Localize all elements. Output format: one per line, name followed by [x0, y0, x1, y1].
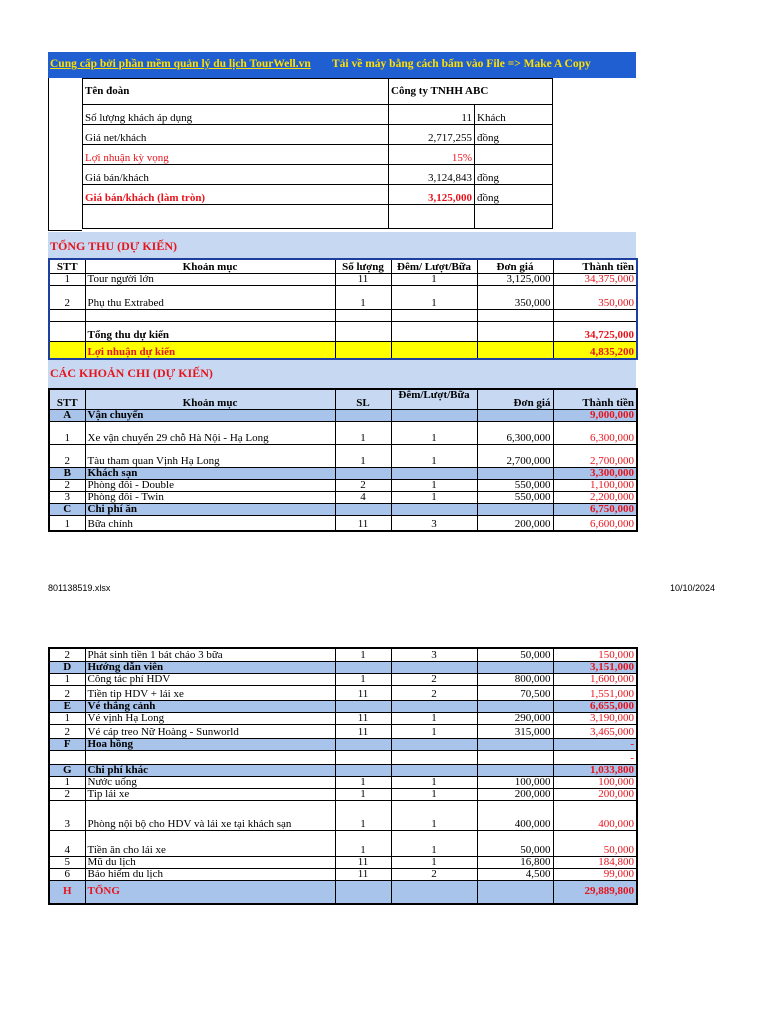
- table-row-stt: 2: [49, 285, 85, 309]
- table-row-price: 550,000: [477, 479, 553, 491]
- table-row-nights: 1: [391, 776, 477, 788]
- table-row-item: Tiền ăn cho lái xe: [85, 830, 335, 856]
- expected-profit-value: 4,835,200: [553, 341, 637, 359]
- table-row-qty: 1: [335, 830, 391, 856]
- table-row-qty: 1: [335, 776, 391, 788]
- group-label: Tên đoàn: [83, 79, 389, 105]
- revenue-table: [48, 258, 638, 360]
- profit-value: 15%: [389, 145, 475, 165]
- group-code: E: [49, 700, 85, 712]
- table-row-stt: 2: [49, 685, 85, 700]
- table-row-stt: 5: [49, 856, 85, 868]
- rev-head-stt: STT: [49, 259, 85, 273]
- round-value: 3,125,000: [389, 185, 475, 205]
- tourwell-link[interactable]: Cung cấp bởi phần mềm quản lý du lịch TourWell.vn: [50, 58, 311, 70]
- exp-head-item: Khoản mục: [85, 389, 335, 409]
- revenue-title: TỔNG THU (DỰ KIẾN): [48, 232, 636, 258]
- table-row-price: 50,000: [477, 830, 553, 856]
- revenue-total-value: 34,725,000: [553, 321, 637, 341]
- pax-value: 11: [389, 105, 475, 125]
- table-row-nights: 3: [391, 648, 477, 661]
- rev-head-nights: Đêm/ Lượt/Bữa: [391, 259, 477, 273]
- table-row-nights: 1: [391, 724, 477, 738]
- grand-total-label: TỔNG: [85, 880, 335, 904]
- exp-head-qty: SL: [335, 389, 391, 409]
- group-name: Khách sạn: [85, 467, 335, 479]
- table-row-stt: 3: [49, 491, 85, 503]
- table-row-item: Phụ thu Extrabed: [85, 285, 335, 309]
- table-row-qty: 1: [335, 673, 391, 685]
- exp-head-stt: STT: [49, 389, 85, 409]
- table-row-item: Phát sinh tiền 1 bát cháo 3 bữa: [85, 648, 335, 661]
- group-total: -: [553, 738, 637, 750]
- table-row-nights: 1: [391, 285, 477, 309]
- table-row-qty: 11: [335, 712, 391, 724]
- round-unit: đồng: [475, 185, 553, 205]
- table-row-item: Xe vận chuyển 29 chỗ Hà Nội - Hạ Long: [85, 421, 335, 444]
- table-row-stt: 2: [49, 479, 85, 491]
- table-row-total: 3,465,000: [553, 724, 637, 738]
- table-row-nights: 1: [391, 830, 477, 856]
- group-code: G: [49, 764, 85, 776]
- table-row-qty: 11: [335, 685, 391, 700]
- exp-head-total: Thành tiền: [553, 389, 637, 409]
- table-row-nights: 1: [391, 479, 477, 491]
- table-row-qty: 1: [335, 800, 391, 830]
- table-row-qty: 11: [335, 273, 391, 285]
- group-total: 3,151,000: [553, 661, 637, 673]
- rev-head-qty: Số lượng: [335, 259, 391, 273]
- sell-value: 3,124,843: [389, 165, 475, 185]
- table-row-price: 800,000: [477, 673, 553, 685]
- table-row-total: 184,800: [553, 856, 637, 868]
- grand-total-code: H: [49, 880, 85, 904]
- sell-label: Giá bán/khách: [83, 165, 389, 185]
- table-row-price: 16,800: [477, 856, 553, 868]
- table-row-total: 350,000: [553, 285, 637, 309]
- rev-head-total: Thành tiền: [553, 259, 637, 273]
- group-info-table: [82, 78, 553, 229]
- group-total: 6,655,000: [553, 700, 637, 712]
- table-row-item: Tàu tham quan Vịnh Hạ Long: [85, 444, 335, 467]
- group-code: D: [49, 661, 85, 673]
- table-row-stt: 1: [49, 421, 85, 444]
- table-row-price: 350,000: [477, 285, 553, 309]
- revenue-total-label: Tổng thu dự kiến: [85, 321, 335, 341]
- table-row-price: 3,125,000: [477, 273, 553, 285]
- grand-total-value: 29,889,800: [553, 880, 637, 904]
- table-row-nights: 1: [391, 273, 477, 285]
- table-row-total: 99,000: [553, 868, 637, 880]
- table-row-nights: 2: [391, 685, 477, 700]
- table-row-price: 4,500: [477, 868, 553, 880]
- group-total: 1,033,800: [553, 764, 637, 776]
- table-row-price: 100,000: [477, 776, 553, 788]
- rev-head-item: Khoản mục: [85, 259, 335, 273]
- table-row-total: 50,000: [553, 830, 637, 856]
- table-row-price: 200,000: [477, 788, 553, 800]
- group-name: Chi phí ăn: [85, 503, 335, 515]
- table-row-qty: 4: [335, 491, 391, 503]
- table-row-stt: 2: [49, 724, 85, 738]
- table-row-item: Tip lái xe: [85, 788, 335, 800]
- exp-head-nights: Đêm/Lượt/Bữa: [391, 389, 477, 409]
- table-row-price: 315,000: [477, 724, 553, 738]
- table-row-nights: 1: [391, 788, 477, 800]
- table-row-stt: 1: [49, 673, 85, 685]
- table-row-stt: 1: [49, 776, 85, 788]
- group-name: Chi phí khác: [85, 764, 335, 776]
- table-row-nights: 2: [391, 673, 477, 685]
- table-row-item: Bữa chính: [85, 515, 335, 531]
- table-row-stt: 3: [49, 800, 85, 830]
- banner: [48, 52, 636, 78]
- table-row-qty: 1: [335, 285, 391, 309]
- table-row-total: 100,000: [553, 776, 637, 788]
- pax-unit: Khách: [475, 105, 553, 125]
- table-row-qty: 11: [335, 515, 391, 531]
- expense-title: CÁC KHOẢN CHI (DỰ KIẾN): [48, 360, 636, 388]
- table-row-item: Vé vịnh Hạ Long: [85, 712, 335, 724]
- info-stt-border: [48, 78, 82, 231]
- table-row-nights: 1: [391, 491, 477, 503]
- table-row-item: Bảo hiểm du lịch: [85, 868, 335, 880]
- table-row-item: Công tác phí HDV: [85, 673, 335, 685]
- group-name: Hoa hồng: [85, 738, 335, 750]
- table-row-nights: 1: [391, 421, 477, 444]
- table-row-price: 400,000: [477, 800, 553, 830]
- table-row-nights: 1: [391, 712, 477, 724]
- group-code: A: [49, 409, 85, 421]
- table-row-nights: 3: [391, 515, 477, 531]
- table-row-total: 34,375,000: [553, 273, 637, 285]
- table-row-total: 200,000: [553, 788, 637, 800]
- table-row-qty: 1: [335, 648, 391, 661]
- table-row-total: 2,700,000: [553, 444, 637, 467]
- table-row-price: 290,000: [477, 712, 553, 724]
- table-row-stt: 2: [49, 648, 85, 661]
- make-copy-hint: Tải về máy bằng cách bấm vào File => Make A Copy: [332, 58, 591, 70]
- table-row-total: 6,300,000: [553, 421, 637, 444]
- net-unit: đồng: [475, 125, 553, 145]
- table-row-qty: 1: [335, 421, 391, 444]
- group-total: 3,300,000: [553, 467, 637, 479]
- group-code: B: [49, 467, 85, 479]
- table-row-nights: 2: [391, 868, 477, 880]
- expense-table: [48, 388, 638, 532]
- table-row-qty: 1: [335, 444, 391, 467]
- table-row-price: 550,000: [477, 491, 553, 503]
- table-row-item: Nước uống: [85, 776, 335, 788]
- table-row-total: 150,000: [553, 648, 637, 661]
- net-label: Giá net/khách: [83, 125, 389, 145]
- table-row-price: 2,700,000: [477, 444, 553, 467]
- group-name: Vé thắng cảnh: [85, 700, 335, 712]
- commission-blank: -: [553, 750, 637, 764]
- sell-unit: đồng: [475, 165, 553, 185]
- table-row-price: 50,000: [477, 648, 553, 661]
- expense-table-continued: [48, 647, 638, 905]
- expected-profit-label: Lợi nhuận dự kiến: [85, 341, 335, 359]
- table-row-qty: 11: [335, 724, 391, 738]
- table-row-item: Tiền tip HDV + lái xe: [85, 685, 335, 700]
- table-row-total: 400,000: [553, 800, 637, 830]
- table-row-item: Tour người lớn: [85, 273, 335, 285]
- table-row-total: 1,100,000: [553, 479, 637, 491]
- table-row-price: 6,300,000: [477, 421, 553, 444]
- table-row-item: Phòng đôi - Double: [85, 479, 335, 491]
- table-row-stt: 6: [49, 868, 85, 880]
- table-row-price: 70,500: [477, 685, 553, 700]
- group-total: 9,000,000: [553, 409, 637, 421]
- print-date: 10/10/2024: [670, 583, 716, 593]
- table-row-qty: 11: [335, 856, 391, 868]
- table-row-item: Phòng nội bộ cho HDV và lái xe tại khách sạn: [85, 800, 335, 830]
- table-row-total: 1,600,000: [553, 673, 637, 685]
- net-value: 2,717,255: [389, 125, 475, 145]
- table-row-nights: 1: [391, 444, 477, 467]
- group-name: Vận chuyển: [85, 409, 335, 421]
- table-row-price: 200,000: [477, 515, 553, 531]
- table-row-item: Mũ du lịch: [85, 856, 335, 868]
- table-row-total: 1,551,000: [553, 685, 637, 700]
- table-row-item: Phòng đôi - Twin: [85, 491, 335, 503]
- table-row-nights: 1: [391, 856, 477, 868]
- exp-head-price: Đơn giá: [477, 389, 553, 409]
- round-label: Giá bán/khách (làm tròn): [83, 185, 389, 205]
- table-row-total: 6,600,000: [553, 515, 637, 531]
- table-row-stt: 1: [49, 515, 85, 531]
- group-name: Hướng dẫn viên: [85, 661, 335, 673]
- file-name: 801138519.xlsx: [48, 583, 111, 593]
- table-row-stt: 2: [49, 444, 85, 467]
- table-row-nights: 1: [391, 800, 477, 830]
- table-row-total: 3,190,000: [553, 712, 637, 724]
- rev-head-price: Đơn giá: [477, 259, 553, 273]
- table-row-stt: 2: [49, 788, 85, 800]
- pax-label: Số lượng khách áp dụng: [83, 105, 389, 125]
- table-row-stt: 1: [49, 273, 85, 285]
- group-total: 6,750,000: [553, 503, 637, 515]
- table-row-stt: 1: [49, 712, 85, 724]
- table-row-qty: 11: [335, 868, 391, 880]
- table-row-stt: 4: [49, 830, 85, 856]
- profit-label: Lợi nhuận kỳ vọng: [83, 145, 389, 165]
- table-row-qty: 2: [335, 479, 391, 491]
- group-value: Công ty TNHH ABC: [389, 79, 553, 105]
- group-code: C: [49, 503, 85, 515]
- group-code: F: [49, 738, 85, 750]
- table-row-item: Vé cáp treo Nữ Hoàng - Sunworld: [85, 724, 335, 738]
- table-row-total: 2,200,000: [553, 491, 637, 503]
- table-row-qty: 1: [335, 788, 391, 800]
